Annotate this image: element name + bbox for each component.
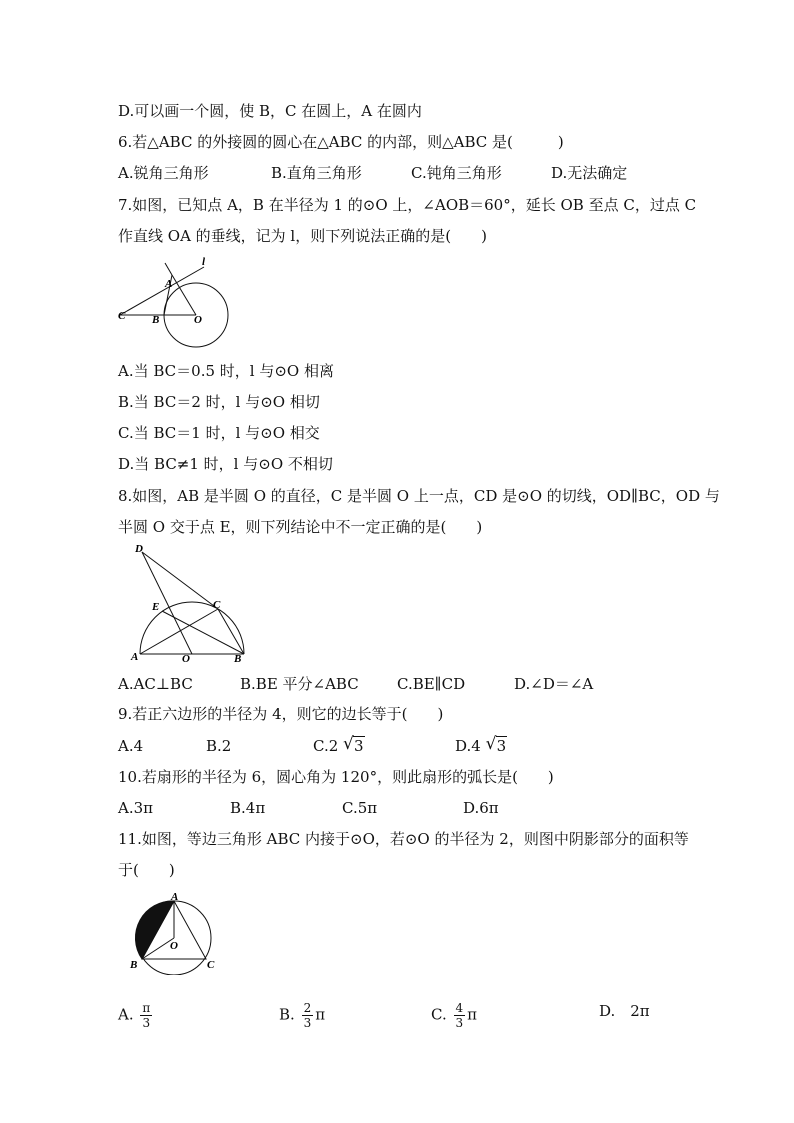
q11-option-a bbox=[118, 1001, 154, 1030]
fraction bbox=[302, 1001, 314, 1030]
q7-stem-line2: 作直线 OA 的垂线，记为 l，则下列说法正确的是( ) bbox=[118, 227, 487, 245]
q9-option-c-prefix: C.2 bbox=[313, 737, 339, 755]
q7-label-c: C bbox=[118, 310, 126, 322]
q10-option-c: C.5π bbox=[342, 799, 378, 817]
q9-option-c-radicand: 3 bbox=[354, 737, 364, 755]
q7-stem-line1: 7.如图，已知点 A，B 在半径为 1 的⊙O 上，∠AOB＝60°，延长 OB 至点 C，过点 C bbox=[118, 196, 697, 214]
q8-option-a: A.AC⊥BC bbox=[118, 675, 193, 693]
q6-option-b: B.直角三角形 bbox=[271, 164, 362, 182]
fraction bbox=[454, 1001, 466, 1030]
q7-segment-oa bbox=[172, 275, 196, 315]
q8-label-o: O bbox=[182, 653, 190, 665]
q8-label-d: D bbox=[135, 543, 143, 555]
fraction bbox=[140, 1001, 152, 1030]
q7-figure bbox=[112, 255, 237, 350]
q11-option-b-pi: π bbox=[315, 1005, 326, 1024]
q11-option-a-denominator: 3 bbox=[142, 1016, 151, 1030]
q8-label-a: A bbox=[131, 651, 139, 663]
q11-option-c bbox=[431, 1001, 477, 1030]
q8-option-c: C.BE∥CD bbox=[397, 675, 466, 693]
q8-option-b: B.BE 平分∠ABC bbox=[240, 675, 359, 693]
q10-option-b: B.4π bbox=[230, 799, 266, 817]
q9-option-c bbox=[313, 736, 365, 756]
q11-option-a-label: A. bbox=[118, 1005, 134, 1024]
q8-label-c: C bbox=[213, 599, 221, 611]
q8-label-e: E bbox=[152, 601, 160, 613]
q8-figure bbox=[125, 540, 255, 665]
q9-option-b: B.2 bbox=[206, 737, 232, 755]
q6-stem: 6.若△ABC 的外接圆的圆心在△ABC 的内部，则△ABC 是( ) bbox=[118, 133, 564, 151]
q7-label-l: l bbox=[202, 256, 206, 268]
q7-option-d: D.当 BC≠1 时，l 与⊙O 不相切 bbox=[118, 455, 333, 473]
q9-stem: 9.若正六边形的半径为 4，则它的边长等于( ) bbox=[118, 705, 444, 723]
q7-label-o: O bbox=[194, 314, 202, 326]
q11-option-b-numerator: 2 bbox=[303, 1001, 312, 1015]
q11-option-c-numerator: 4 bbox=[455, 1001, 464, 1015]
q7-option-b: B.当 BC＝2 时，l 与⊙O 相切 bbox=[118, 393, 320, 411]
q10-stem: 10.若扇形的半径为 6，圆心角为 120°，则此扇形的弧长是( ) bbox=[118, 768, 554, 786]
q11-option-c-denominator: 3 bbox=[455, 1016, 464, 1030]
q6-option-c: C.钝角三角形 bbox=[411, 164, 502, 182]
q11-option-c-label: C. bbox=[431, 1005, 447, 1024]
q9-option-d-radicand: 3 bbox=[496, 737, 507, 755]
q11-label-c: C bbox=[207, 959, 215, 971]
q11-label-a: A bbox=[171, 891, 179, 903]
q10-option-a: A.3π bbox=[118, 799, 154, 817]
q5-option-d: D.可以画一个圆，使 B，C 在圆上，A 在圆内 bbox=[118, 102, 422, 120]
q11-option-b bbox=[279, 1001, 325, 1030]
q8-segment-ac bbox=[140, 609, 218, 654]
q7-line-oa-extended bbox=[165, 263, 172, 275]
q9-option-a: A.4 bbox=[118, 737, 144, 755]
q7-option-c: C.当 BC＝1 时，l 与⊙O 相交 bbox=[118, 424, 320, 442]
q11-label-o: O bbox=[170, 940, 178, 952]
q11-stem-line2: 于( ) bbox=[118, 861, 175, 879]
q11-option-c-pi: π bbox=[467, 1005, 477, 1024]
q8-option-d: D.∠D＝∠A bbox=[514, 675, 594, 693]
q9-option-d bbox=[455, 736, 507, 756]
q8-label-b: B bbox=[234, 653, 242, 665]
q9-option-d-prefix: D.4 bbox=[455, 737, 481, 755]
q7-option-a: A.当 BC＝0.5 时，l 与⊙O 相离 bbox=[118, 362, 334, 380]
q11-option-b-denominator: 3 bbox=[303, 1016, 312, 1030]
q11-option-a-numerator: π bbox=[142, 1001, 151, 1015]
q10-option-d: D.6π bbox=[463, 799, 499, 817]
q11-figure bbox=[125, 890, 225, 975]
q11-option-d: D. 2π bbox=[599, 1002, 650, 1020]
q7-label-a: A bbox=[165, 278, 173, 290]
q8-stem-line1: 8.如图，AB 是半圆 O 的直径，C 是半圆 O 上一点，CD 是⊙O 的切线，OD∥BC，OD 与 bbox=[118, 487, 720, 505]
q11-option-b-label: B. bbox=[279, 1005, 295, 1024]
q7-label-b: B bbox=[152, 314, 160, 326]
q8-stem-line2: 半圆 O 交于点 E，则下列结论中不一定正确的是( ) bbox=[118, 518, 483, 536]
q6-option-a: A.锐角三角形 bbox=[118, 164, 209, 182]
sqrt-symbol: √ 3 bbox=[343, 734, 364, 755]
sqrt-symbol: √ 3 bbox=[485, 734, 507, 755]
q11-label-b: B bbox=[130, 959, 138, 971]
q11-stem-line1: 11.如图，等边三角形 ABC 内接于⊙O，若⊙O 的半径为 2，则图中阴影部分的面积等 bbox=[118, 830, 689, 848]
q6-option-d: D.无法确定 bbox=[551, 164, 628, 182]
